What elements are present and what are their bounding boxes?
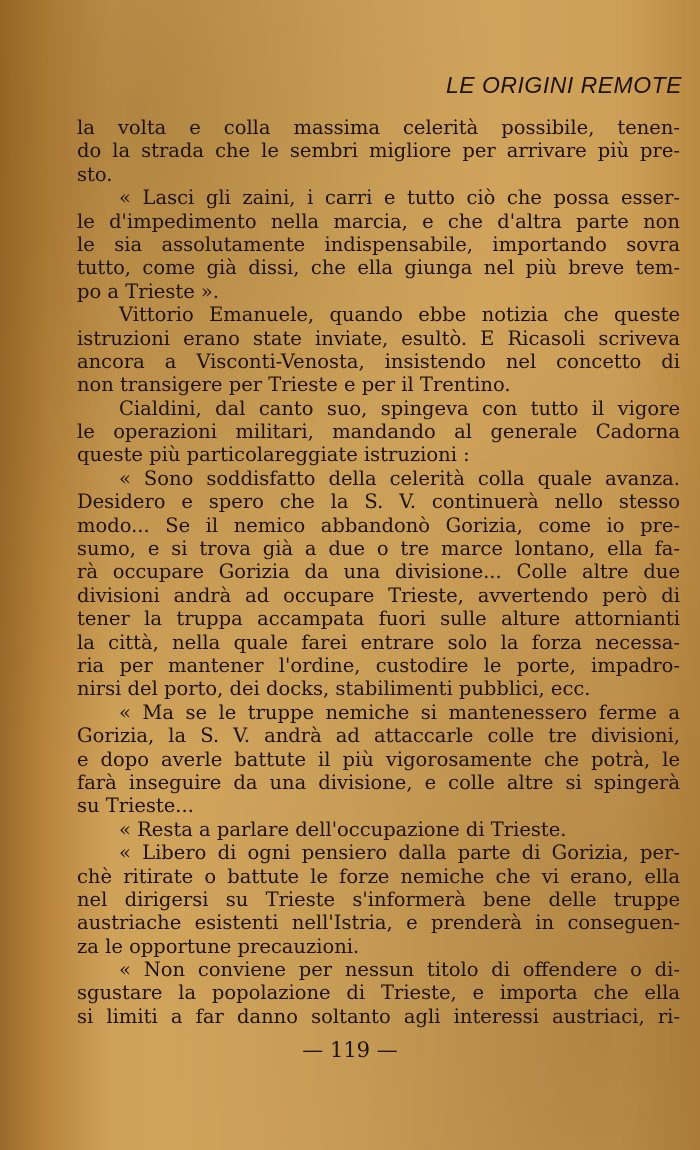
text-line: ancora a Visconti-Venosta, insistendo nel concetto di [77, 349, 680, 373]
text-line: sto. [77, 162, 113, 186]
text-line: le d'impedimento nella marcia, e che d'altra parte non [77, 209, 680, 233]
text-line: modo... Se il nemico abbandonò Gorizia, come io pre- [77, 513, 680, 537]
text-line: istruzioni erano state inviate, esultò. E Ricasoli scriveva [77, 326, 680, 350]
text-line: « Libero di ogni pensiero dalla parte di Gorizia, per- [119, 841, 680, 865]
text-line: la volta e colla massima celerità possibile, tenen- [77, 116, 680, 139]
text-line: farà inseguire da una divisione, e colle altre si spingerà [77, 770, 680, 794]
text-line: la città, nella quale farei entrare solo la forza necessa- [77, 630, 680, 654]
text-line: non transigere per Trieste e per il Trentino. [77, 373, 511, 397]
text-line: « Lasci gli zaini, i carri e tutto ciò che possa esser- [119, 186, 680, 210]
text-line: Desidero e spero che la S. V. continuerà nello stesso [77, 490, 680, 514]
text-line: sgustare la popolazione di Trieste, e importa che ella [77, 981, 680, 1005]
text-line: divisioni andrà ad occupare Trieste, avvertendo però di [77, 583, 680, 607]
text-line: Cialdini, dal canto suo, spingeva con tutto il vigore [119, 396, 680, 420]
text-line: « Ma se le truppe nemiche si mantenessero ferme a [119, 700, 680, 724]
running-header: LE ORIGINI REMOTE [446, 72, 682, 98]
text-line: rà occupare Gorizia da una divisione... Colle altre due [77, 560, 680, 584]
text-line: « Sono soddisfatto della celerità colla quale avanza. [119, 466, 680, 490]
text-line: chè ritirate o battute le forze nemiche che vi erano, ella [77, 864, 680, 888]
text-line: Gorizia, la S. V. andrà ad attaccarle colle tre divisioni, [77, 724, 680, 748]
text-line: do la strada che le sembri migliore per arrivare più pre- [77, 139, 680, 163]
text-line: nel dirigersi su Trieste s'informerà bene delle truppe [77, 887, 680, 911]
text-line: Vittorio Emanuele, quando ebbe notizia che queste [119, 303, 680, 327]
body-text [77, 116, 680, 1028]
text-line: austriache esistenti nell'Istria, e prenderà in conseguen- [77, 911, 680, 935]
text-line: e dopo averle battute il più vigorosamente che potrà, le [77, 747, 680, 771]
text-line: tutto, come già dissi, che ella giunga nel più breve tem- [77, 256, 680, 280]
text-line: za le opportune precauzioni. [77, 934, 360, 958]
page-number: — 119 — [302, 1038, 398, 1062]
text-line: su Trieste... [77, 794, 194, 818]
text-line: si limiti a far danno soltanto agli interessi austriaci, ri- [77, 1004, 680, 1028]
text-line: queste più particolareggiate istruzioni : [77, 443, 470, 467]
text-line: po a Trieste ». [77, 279, 220, 303]
text-line: le operazioni militari, mandando al generale Cadorna [77, 420, 680, 444]
text-line: tener la truppa accampata fuori sulle alture attornianti [77, 607, 680, 631]
text-line: « Non conviene per nessun titolo di offendere o di- [119, 958, 680, 982]
text-line: sumo, e si trova già a due o tre marce lontano, ella fa- [77, 537, 680, 561]
text-line: nirsi del porto, dei docks, stabilimenti pubblici, ecc. [77, 677, 591, 701]
text-line: le sia assolutamente indispensabile, importando sovra [77, 232, 680, 256]
text-line: « Resta a parlare dell'occupazione di Trieste. [119, 817, 567, 841]
text-line: ria per mantener l'ordine, custodire le porte, impadro- [77, 653, 680, 677]
